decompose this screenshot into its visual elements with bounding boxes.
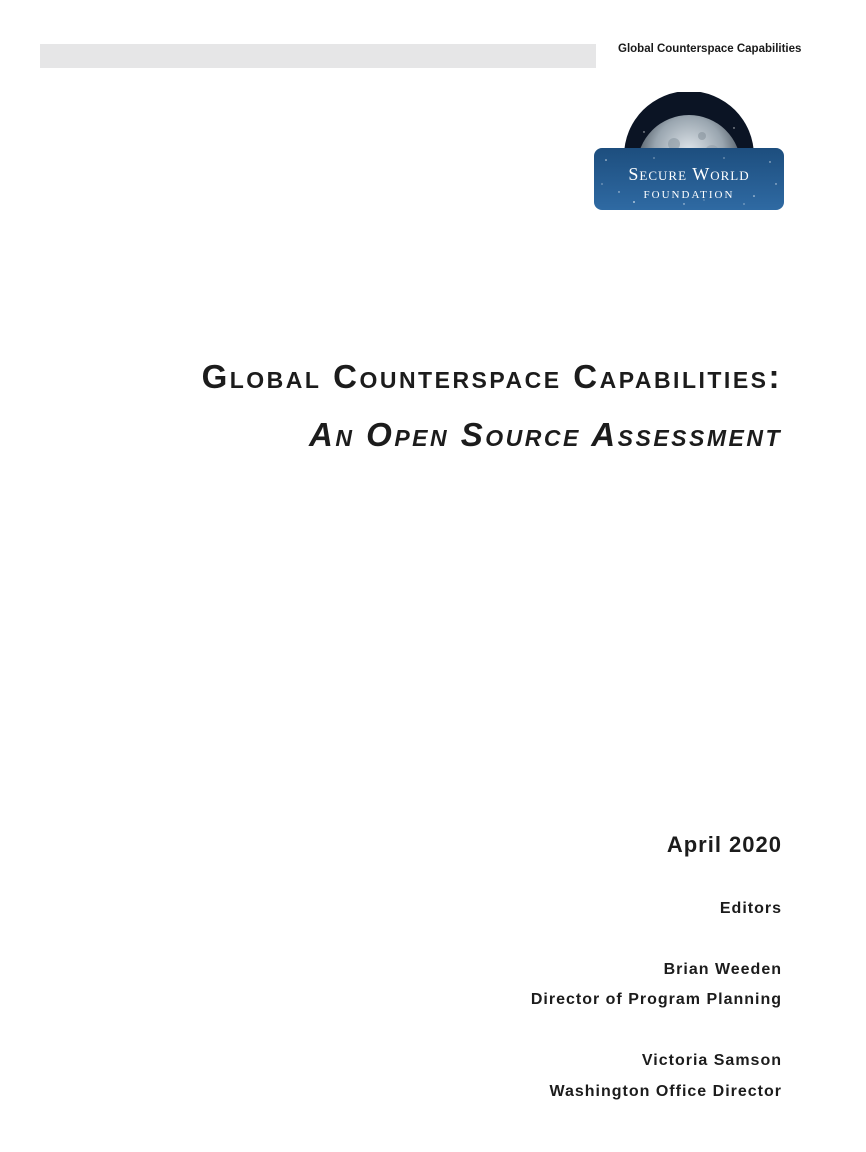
editor-role: Washington Office Director (549, 1083, 782, 1100)
editors-heading: Editors (719, 900, 782, 917)
publication-date: April 2020 (666, 832, 782, 857)
title-line1: Global Counterspace Capabilities: (201, 358, 782, 395)
editor-name: Brian Weeden (663, 961, 782, 978)
moon-horizon-logo-icon (594, 92, 784, 212)
secure-world-foundation-logo (594, 92, 784, 212)
logo-text-line2: Foundation (643, 189, 735, 201)
title-line2: An Open Source Assessment (309, 416, 782, 453)
document-title (202, 348, 782, 464)
editor-name: Victoria Samson (641, 1052, 782, 1069)
logo-text-line1: Secure World (628, 164, 750, 184)
header-bar (40, 44, 596, 68)
running-title: Global Counterspace Capabilities (618, 43, 802, 55)
editor-role: Director of Program Planning (530, 991, 782, 1008)
